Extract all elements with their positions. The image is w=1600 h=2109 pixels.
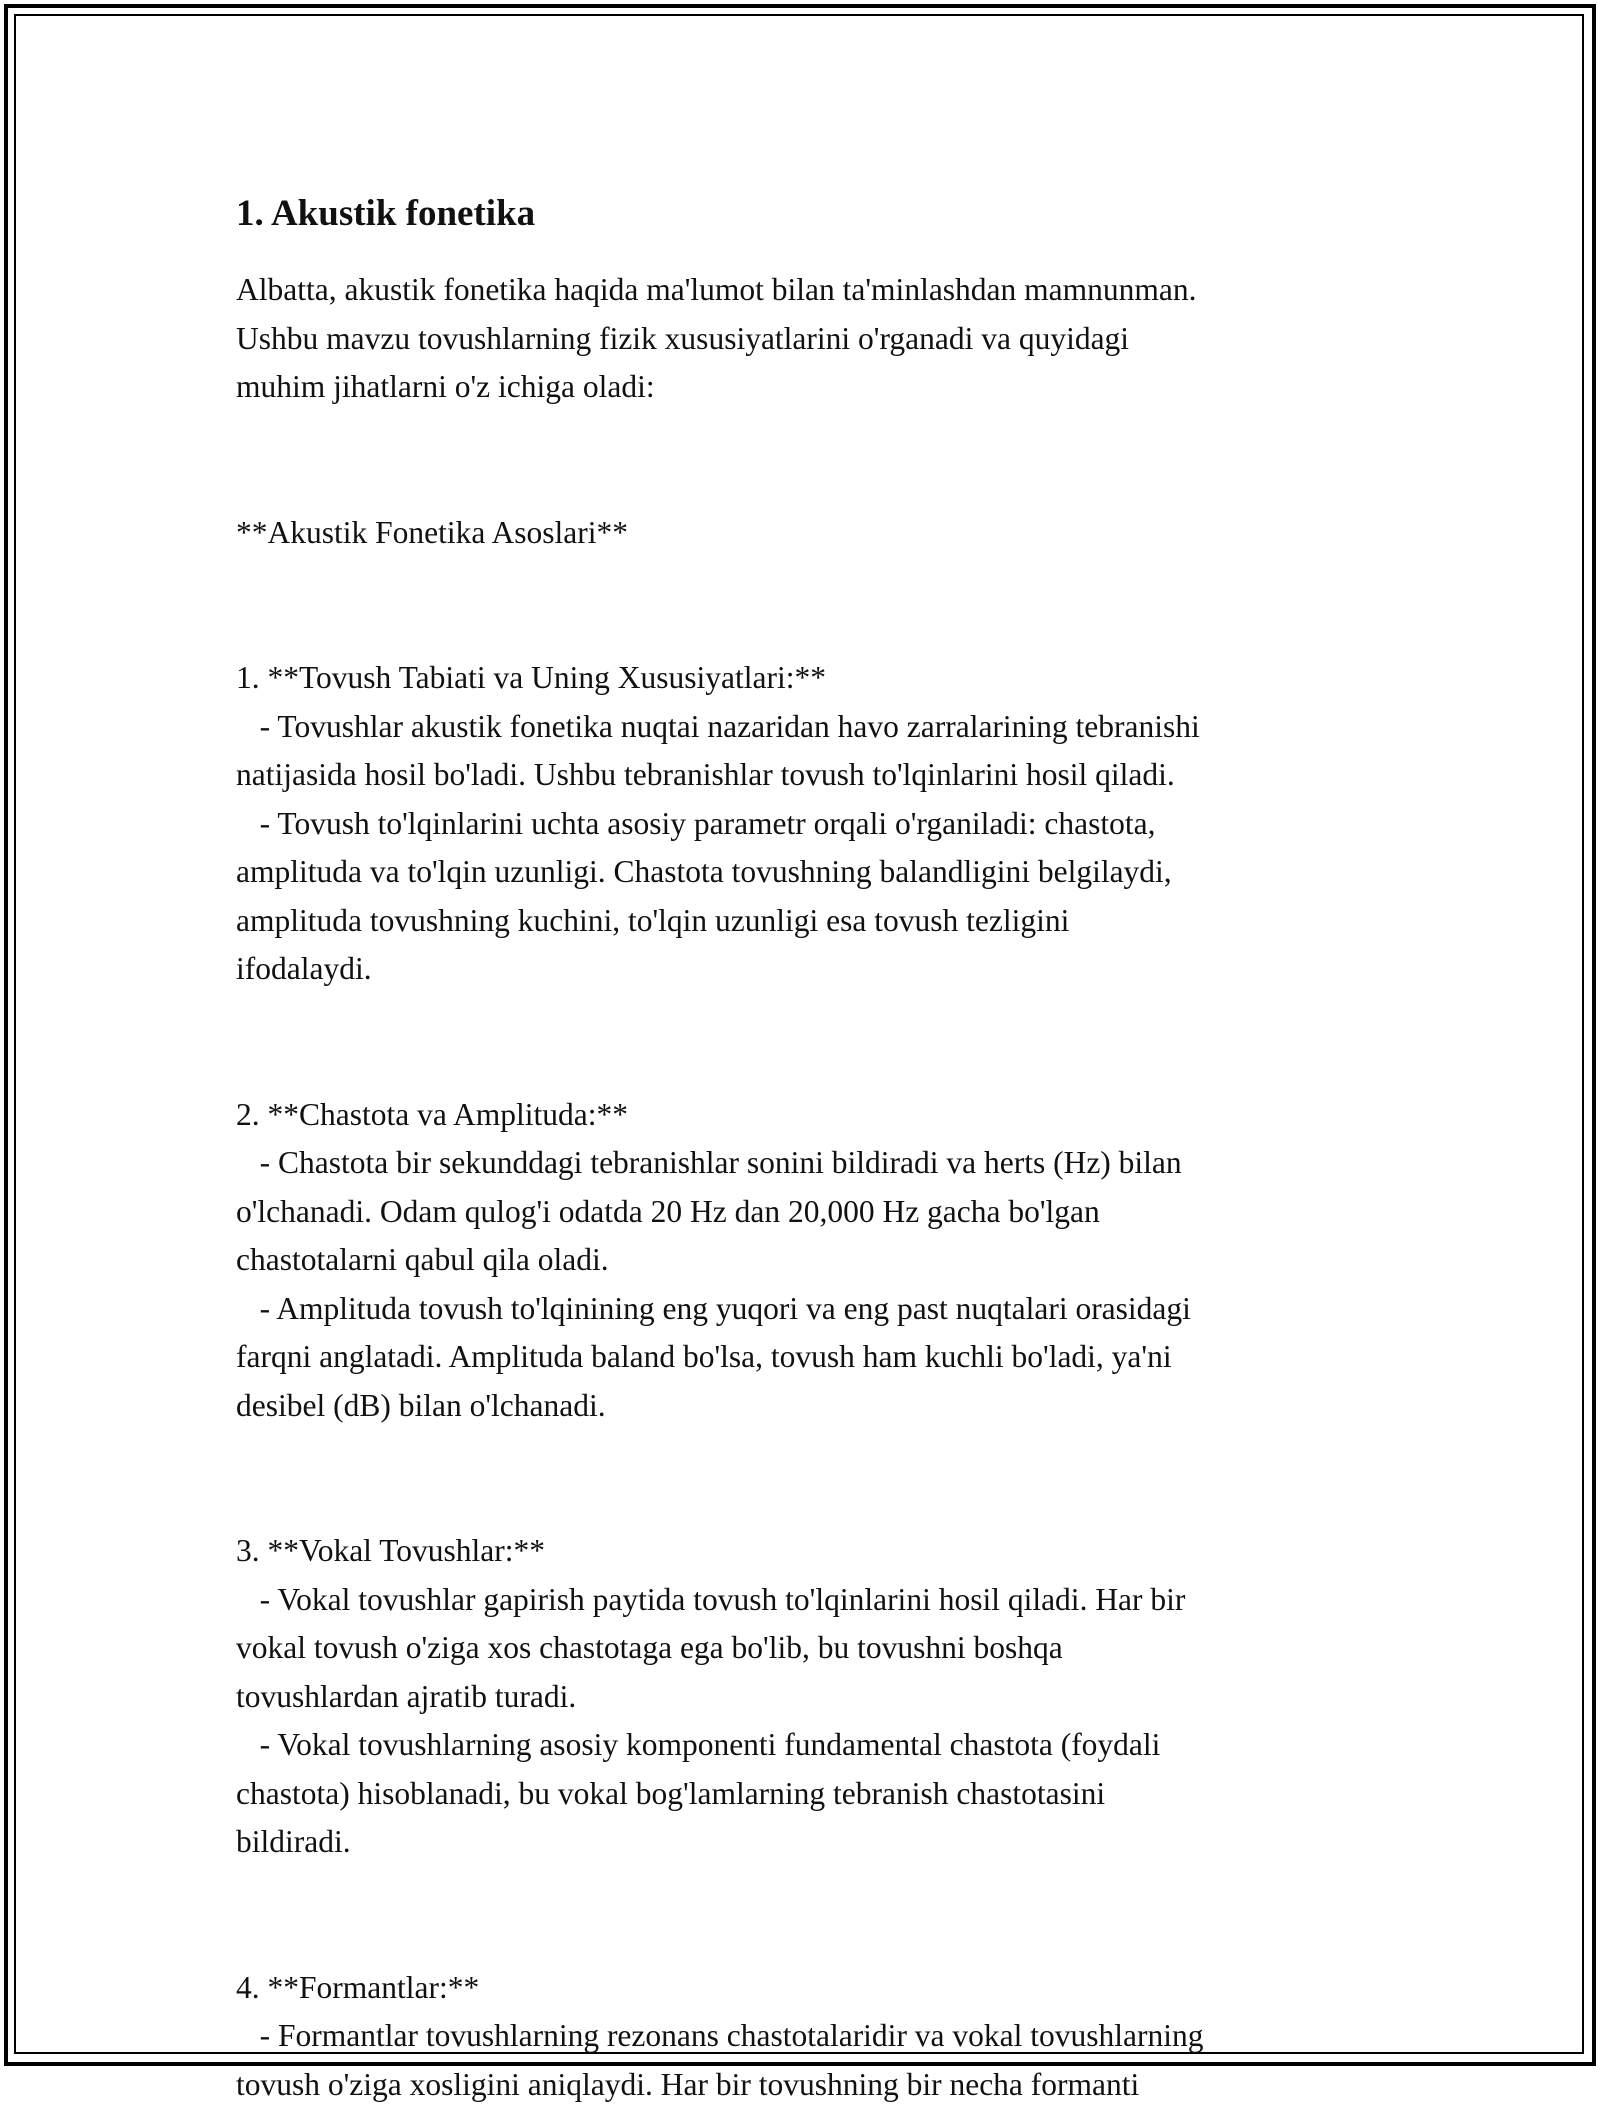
item-4-heading: 4. **Formantlar:** [236,1969,480,2005]
item-3-heading: 3. **Vokal Tovushlar:** [236,1533,546,1568]
item-1-heading: 1. **Tovush Tabiati va Uning Xususiyatlari:** [236,660,826,695]
intro-paragraph: Albatta, akustik fonetika haqida ma'lumot bilan ta'minlashdan mamnunman. Ushbu mavzu tovushlarning fizik xususiyatlarini o'rganadi va quyidagi muhim jihatlarni o'z ichiga oladi: [236,272,1197,404]
item-2-text: - Chastota bir sekunddagi tebranishlar sonini bildiradi va herts (Hz) bilan o'lchanadi. Odam qulog'i odatda 20 Hz dan 20,000 Hz gacha bo'lgan chastotalarni qabul qila oladi. - Amplituda tovush to'lqinining eng yuqori va eng past nuqtalari orasidagi farqni anglatadi. Amplituda baland bo'lsa, tovush ham kuchli bo'ladi, ya'ni desibel (dB) bilan o'lchanadi. [236,1145,1191,1423]
document-content [236,190,1376,2109]
document-title: 1. Akustik fonetika [236,193,536,234]
item-2-heading: 2. **Chastota va Amplituda:** [236,1096,628,1132]
document-body [236,266,1376,2109]
item-1-text: - Tovushlar akustik fonetika nuqtai nazaridan havo zarralarining tebranishi natijasida hosil bo'ladi. Ushbu tebranishlar tovush to'lqinlarini hosil qiladi. - Tovush to'lqinlarini uchta asosiy parametr orqali o'rganiladi: chastota, amplituda va to'lqin uzunligi. Chastota tovushning balandligini belgilaydi, amplituda tovushning kuchini, to'lqin uzunligi esa tovush tezligini ifodalaydi. [236,708,1200,986]
section-heading: **Akustik Fonetika Asoslari** [236,514,628,550]
item-4-text: - Formantlar tovushlarning rezonans chastotalaridir va vokal tovushlarning tovush o'ziga xosligini aniqlaydi. Har bir tovushning bir necha formanti [236,2018,1204,2102]
item-3-text: - Vokal tovushlar gapirish paytida tovush to'lqinlarini hosil qiladi. Har bir vokal tovush o'ziga xos chastotaga ega bo'lib, bu tovushni boshqa tovushlardan ajratib turadi. - Vokal tovushlarning asosiy komponenti fundamental chastota (foydali chastota) hisoblanadi, bu vokal bog'lamlarning tebranish chastotasini bildiradi. [236,1581,1186,1859]
